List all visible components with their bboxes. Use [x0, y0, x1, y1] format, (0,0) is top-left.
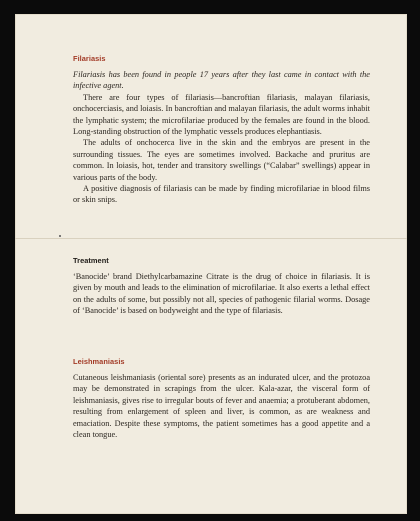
filariasis-paragraph-3: A positive diagnosis of filariasis can be made by finding microfilariae in blood films or skin snips.	[73, 184, 370, 205]
treatment-section	[73, 256, 370, 317]
filariasis-paragraph-1: There are four types of filariasis—bancroftian filariasis, malayan filariasis, onchocerciasis, and loiasis. In bancroftian and malayan filariasis, the adult worms inhabit the lymphatic system; the microfilariae produced by the females are found in the blood. Long-standing obstruction of the lymphatic vessels produces elephantiasis.	[73, 92, 370, 137]
treatment-heading: Treatment	[73, 256, 109, 265]
filariasis-section	[73, 54, 370, 206]
page-fold-line	[15, 238, 407, 239]
filariasis-paragraph-2: The adults of onchocerca live in the skin and the embryos are present in the surrounding tissues. The eyes are sometimes involved. Backache and pruritus are common. In loiasis, hot, tender and transitory swellings (“Calabar” swellings) appear in various parts of the body.	[73, 138, 370, 182]
page-speck	[59, 235, 61, 237]
leishmaniasis-paragraph: Cutaneous leishmaniasis (oriental sore) presents as an indurated ulcer, and the protozoa may be demonstrated in scrapings from the ulcer. Kala-azar, the visceral form of leishmaniasis, gives rise to irregular bouts of fever and anaemia; a protuberant abdomen, resulting from enlargement of spleen and liver, is common, as are weakness and emaciation. Despite these symptoms, the patient sometimes has a good appetite and a clean tongue.	[73, 373, 370, 440]
filariasis-heading: Filariasis	[73, 54, 106, 63]
leishmaniasis-section	[73, 357, 370, 440]
treatment-paragraph: ‘Banocide’ brand Diethylcarbamazine Citrate is the drug of choice in filariasis. It is given by mouth and leads to the elimination of microfilariae. It also exerts a lethal effect on the adults of some, but possibly not all, species of pathogenic filarial worms. Dosage of ‘Banocide’ is based on bodyweight and the type of filariasis.	[73, 272, 370, 316]
document-page	[15, 14, 407, 514]
leishmaniasis-heading: Leishmaniasis	[73, 357, 125, 366]
filariasis-lead: Filariasis has been found in people 17 years after they last came in contact with the infective agent.	[73, 70, 370, 91]
